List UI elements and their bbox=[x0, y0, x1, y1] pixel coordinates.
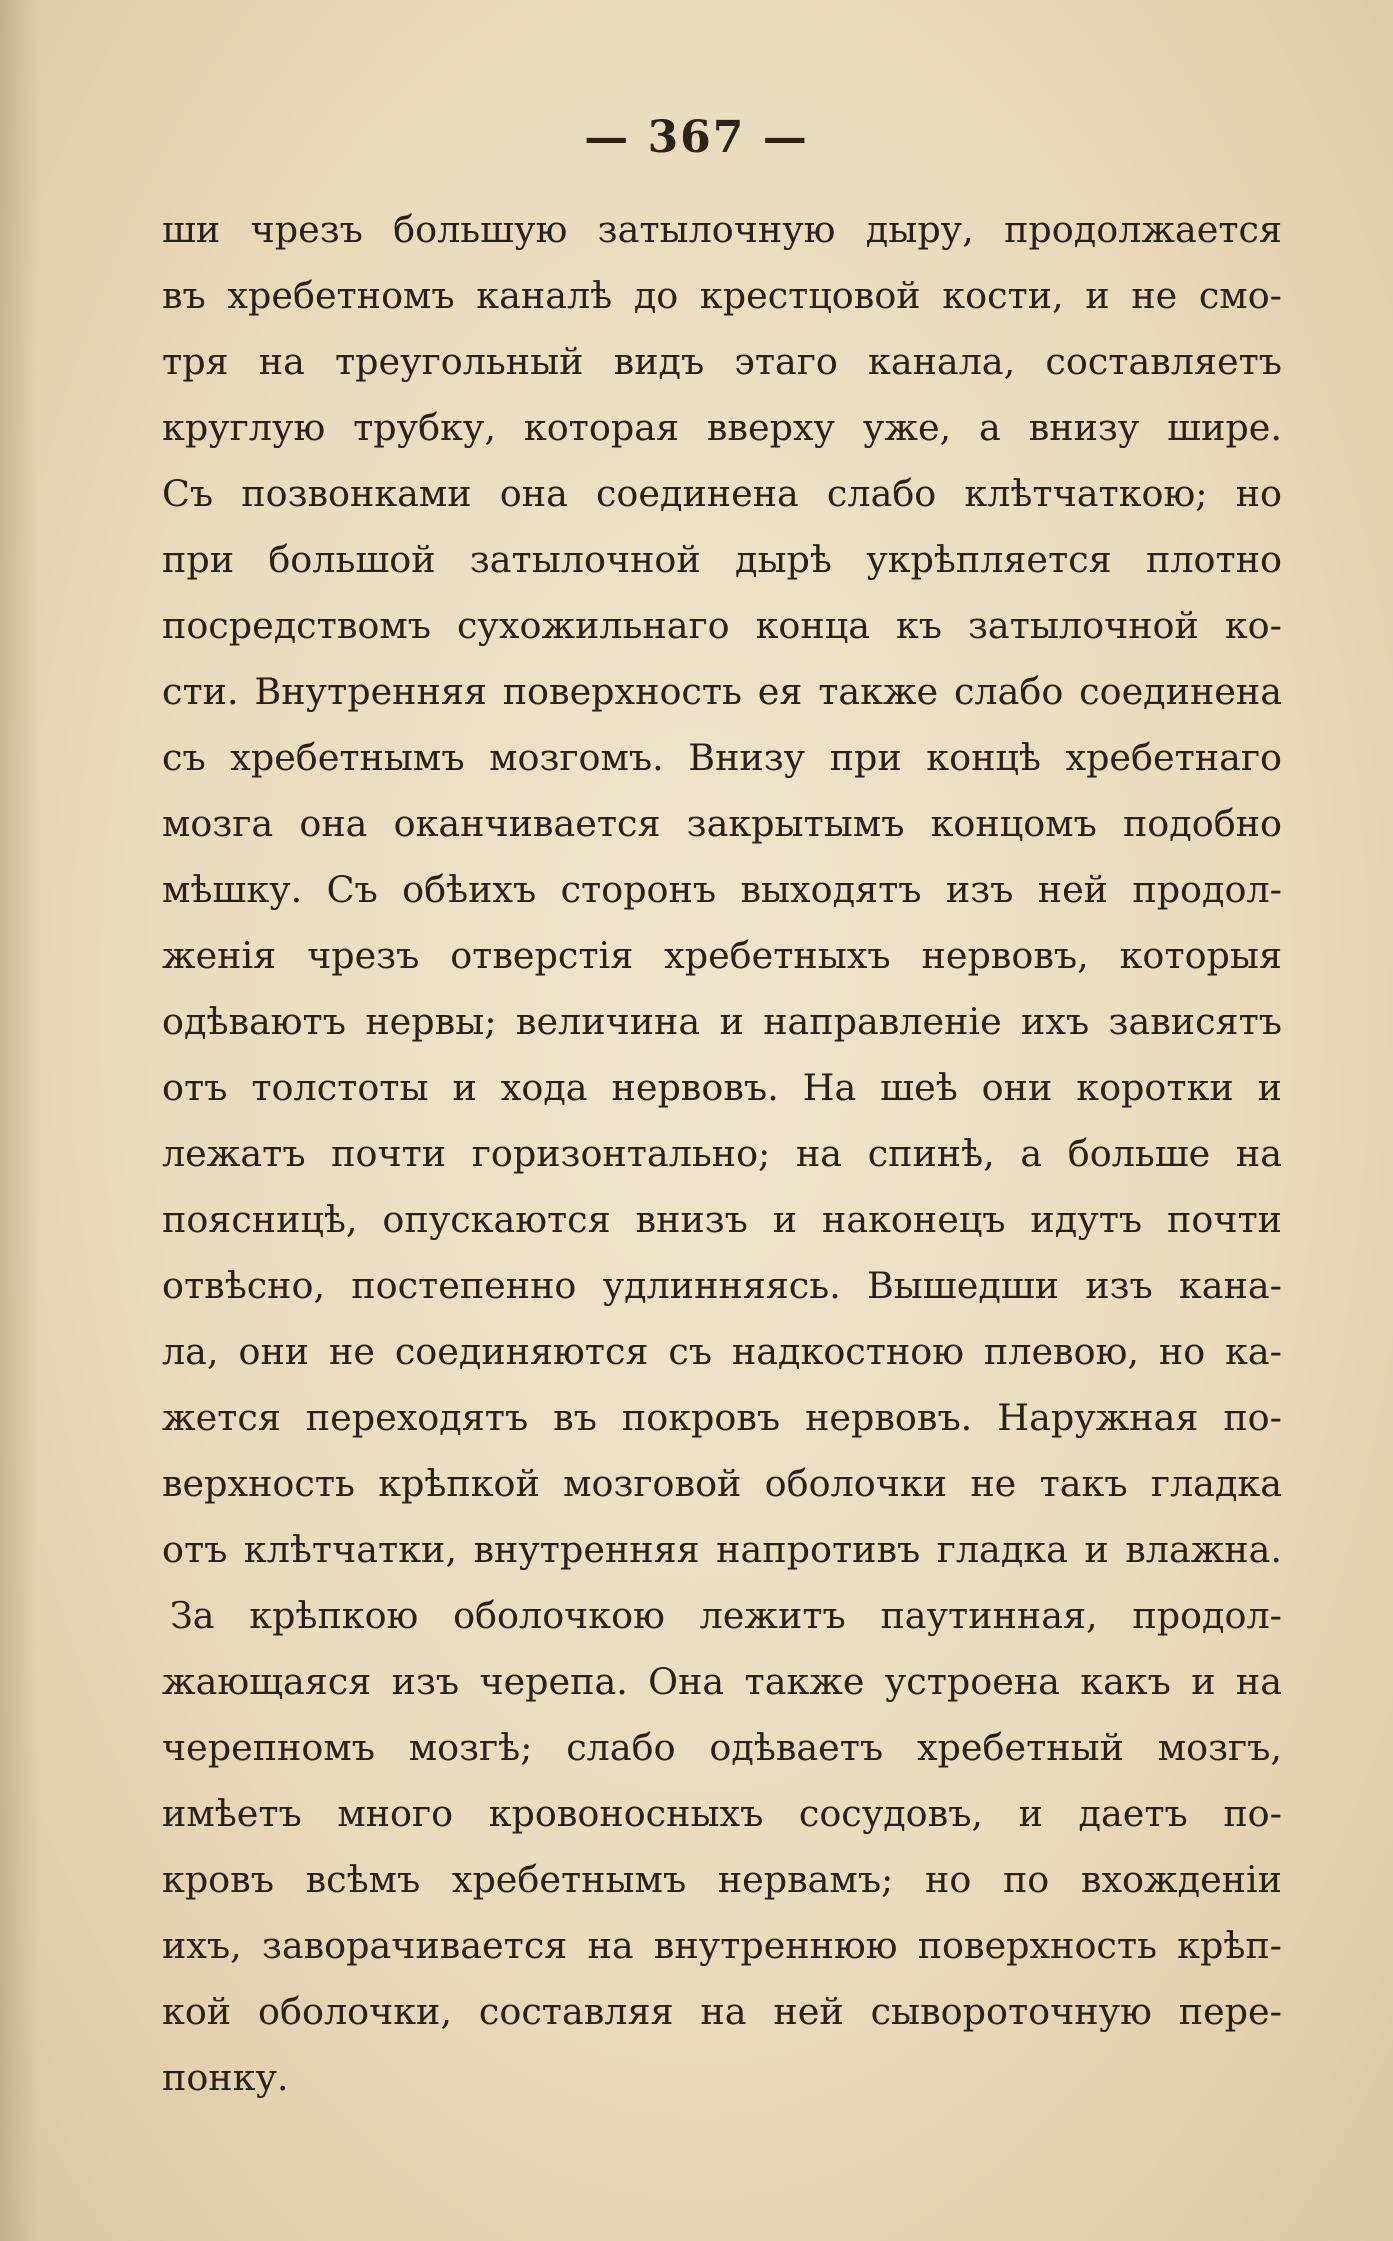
paragraph-end-line: понку. bbox=[162, 2056, 289, 2099]
page-edge-shadow bbox=[0, 0, 40, 2241]
text-line: кровъ всѣмъ хребетнымъ нервамъ; но по вхожденіи bbox=[162, 1858, 1282, 1901]
text-line: посредствомъ сухожильнаго конца къ затылочной ко- bbox=[162, 604, 1282, 647]
text-line: имѣетъ много кровоносныхъ сосудовъ, и даетъ по- bbox=[162, 1792, 1282, 1835]
text-line: ихъ, заворачивается на внутреннюю поверхность крѣп- bbox=[162, 1924, 1282, 1967]
text-line: сти. Внутренняя поверхность ея также слабо соединена bbox=[162, 670, 1282, 713]
text-line: мозга она оканчивается закрытымъ концомъ подобно bbox=[162, 802, 1282, 845]
text-line: съ хребетнымъ мозгомъ. Внизу при концѣ хребетнаго bbox=[162, 736, 1282, 779]
text-line: отъ клѣтчатки, внутренняя напротивъ гладка и влажна. bbox=[162, 1528, 1282, 1571]
text-line: кой оболочки, составляя на ней сывороточную пере- bbox=[162, 1990, 1282, 2033]
text-line: круглую трубку, которая вверху уже, а внизу шире. bbox=[162, 406, 1282, 449]
text-line: Съ позвонками она соединена слабо клѣтчаткою; но bbox=[162, 472, 1282, 515]
text-line: отвѣсно, постепенно удлинняясь. Вышедши изъ кана- bbox=[162, 1264, 1282, 1307]
text-line: ши чрезъ большую затылочную дыру, продолжается bbox=[162, 208, 1282, 251]
page-number: — 367 — bbox=[584, 112, 809, 163]
text-line: лежатъ почти горизонтально; на спинѣ, а больше на bbox=[162, 1132, 1282, 1175]
body-text bbox=[162, 197, 1282, 2111]
text-line: тря на треугольный видъ этаго канала, составляетъ bbox=[162, 340, 1282, 383]
paragraph-start-line: За крѣпкою оболочкою лежитъ паутинная, продол- bbox=[170, 1594, 1282, 1637]
text-line: жется переходятъ въ покровъ нервовъ. Наружная по- bbox=[162, 1396, 1282, 1439]
text-line: ла, они не соединяются съ надкостною плевою, но ка- bbox=[162, 1330, 1282, 1373]
text-line: черепномъ мозгѣ; слабо одѣваетъ хребетный мозгъ, bbox=[162, 1726, 1282, 1769]
text-line: отъ толстоты и хода нервовъ. На шеѣ они коротки и bbox=[162, 1066, 1282, 1109]
text-line: женія чрезъ отверстія хребетныхъ нервовъ, которыя bbox=[162, 934, 1282, 977]
text-line: одѣваютъ нервы; величина и направленіе ихъ зависятъ bbox=[162, 1000, 1282, 1043]
text-line: жающаяся изъ черепа. Она также устроена какъ и на bbox=[162, 1660, 1282, 1703]
text-line: поясницѣ, опускаются внизъ и наконецъ идутъ почти bbox=[162, 1198, 1282, 1241]
text-line: въ хребетномъ каналѣ до крестцовой кости, и не смо- bbox=[162, 274, 1282, 317]
text-line: мѣшку. Съ обѣихъ сторонъ выходятъ изъ ней продол- bbox=[162, 868, 1282, 911]
text-line: при большой затылочной дырѣ укрѣпляется плотно bbox=[162, 538, 1282, 581]
text-line: верхность крѣпкой мозговой оболочки не такъ гладка bbox=[162, 1462, 1282, 1505]
